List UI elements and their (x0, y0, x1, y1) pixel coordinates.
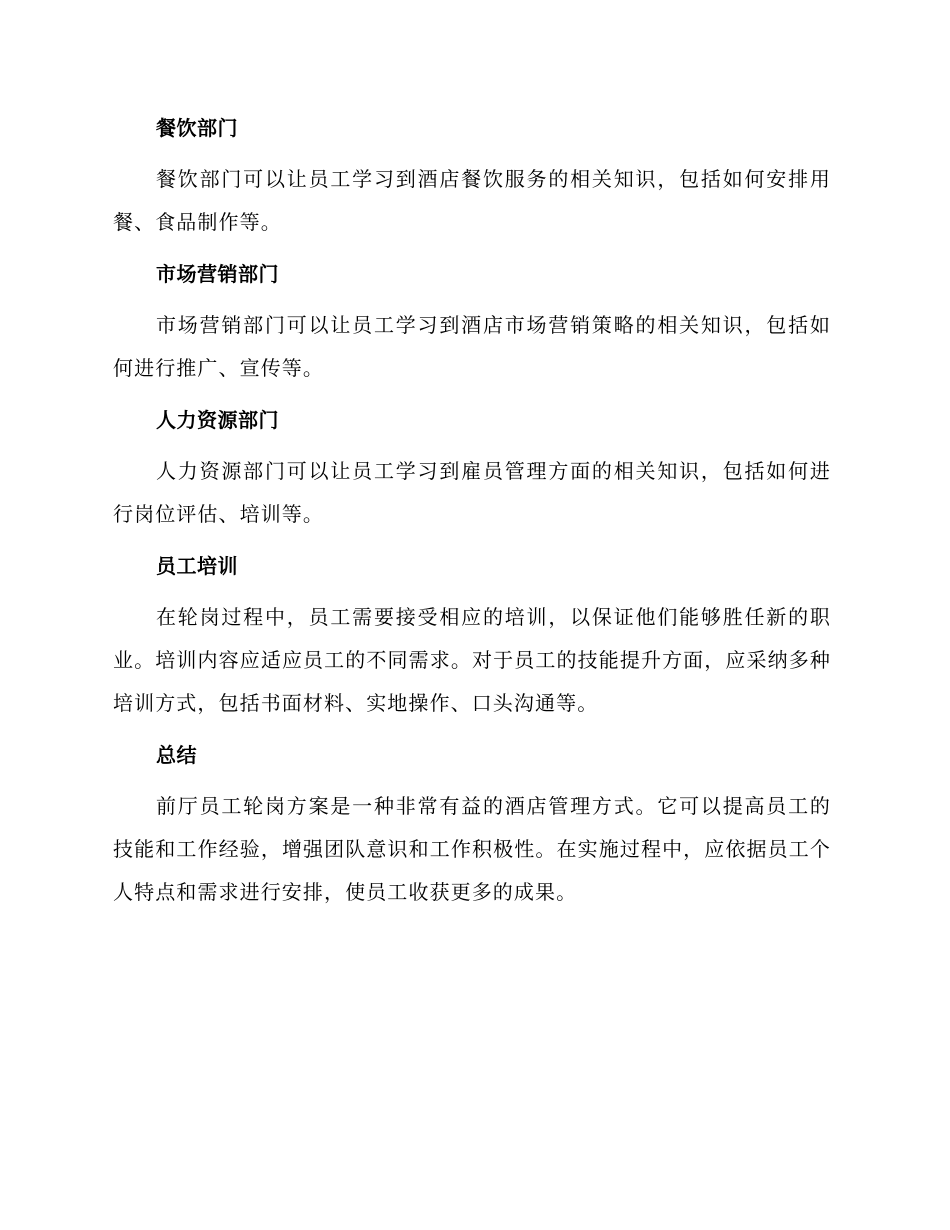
section-heading-human-resources: 人力资源部门 (156, 408, 279, 432)
section-heading-summary: 总结 (156, 743, 197, 767)
document-content (113, 108, 831, 924)
section-heading-catering: 餐饮部门 (156, 116, 238, 140)
section-paragraph-summary: 前厅员工轮岗方案是一种非常有益的酒店管理方式。它可以提高员工的技能和工作经验，增强团队意识和工作积极性。在实施过程中，应依据员工个人特点和需求进行安排，使员工收获更多的成果。 (113, 794, 831, 904)
section-heading-marketing: 市场营销部门 (156, 262, 279, 286)
section-paragraph-catering: 餐饮部门可以让员工学习到酒店餐饮服务的相关知识，包括如何安排用餐、食品制作等。 (113, 167, 831, 234)
section-paragraph-staff-training: 在轮岗过程中，员工需要接受相应的培训，以保证他们能够胜任新的职业。培训内容应适应员工的不同需求。对于员工的技能提升方面，应采纳多种培训方式，包括书面材料、实地操作、口头沟通等。 (113, 605, 831, 715)
section-paragraph-human-resources: 人力资源部门可以让员工学习到雇员管理方面的相关知识，包括如何进行岗位评估、培训等。 (113, 459, 831, 526)
section-paragraph-marketing: 市场营销部门可以让员工学习到酒店市场营销策略的相关知识，包括如何进行推广、宣传等。 (113, 313, 831, 380)
section-heading-staff-training: 员工培训 (156, 554, 238, 578)
